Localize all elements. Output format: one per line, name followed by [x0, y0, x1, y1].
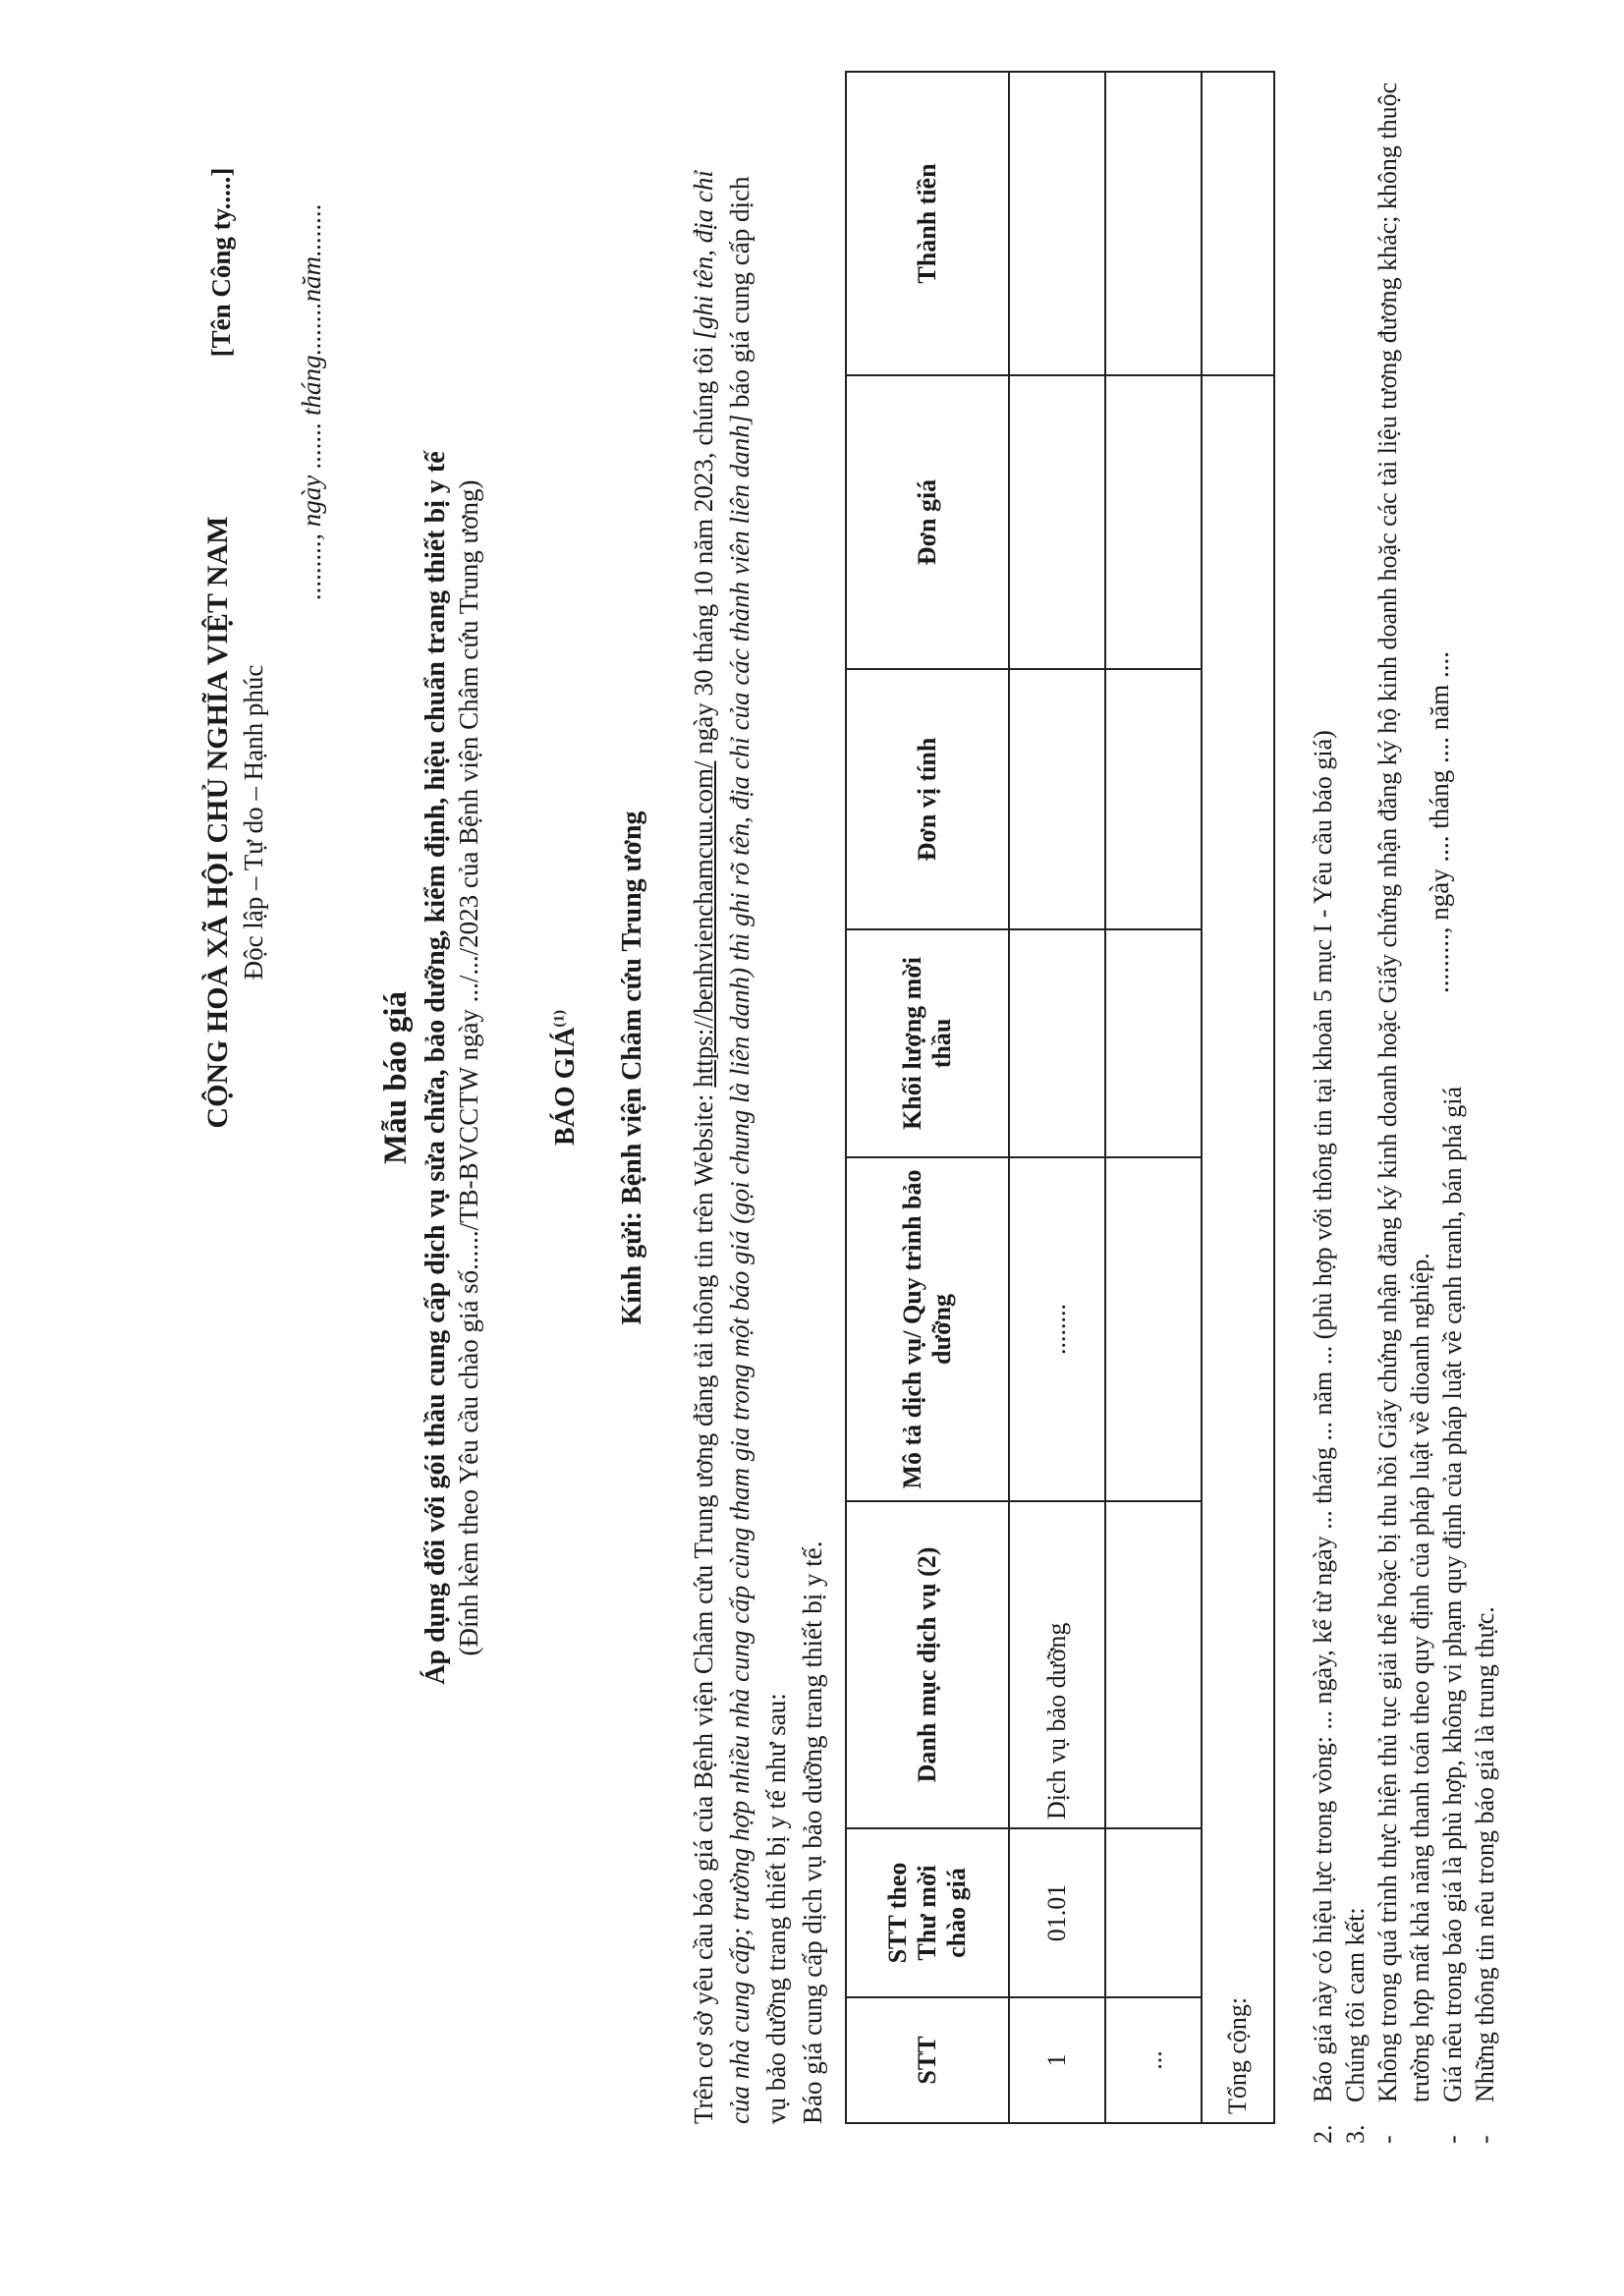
table-row — [1105, 72, 1202, 2123]
quote-table — [845, 71, 1275, 2124]
table-cell: ... — [1105, 1997, 1202, 2123]
col-header-service-list: Danh mục dịch vụ (2) — [846, 1501, 1009, 1828]
national-header — [201, 380, 269, 1264]
table-cell — [1105, 669, 1202, 929]
company-name-placeholder: [Tên Công ty.....] — [206, 167, 236, 358]
table-cell — [1009, 929, 1105, 1157]
table-cell — [1105, 375, 1202, 669]
intro-italic-instruction: [ghi tên, địa chỉ của nhà cung cấp; trường hợp nhiều nhà cung cấp cùng tham gia trong một báo giá (gọi chung là liên danh) thì ghi rõ tên, địa chỉ của các thành viên liên danh] — [689, 170, 755, 2124]
nation-title: CỘNG HOÀ XÃ HỘI CHỦ NGHĨA VIỆT NAM — [201, 516, 234, 1129]
table-cell: Dịch vụ bảo dưỡng — [1009, 1501, 1105, 1828]
apply-line: Áp dụng đối với gói thầu cung cấp dịch vụ sửa chữa, bảo dưỡng, kiểm định, hiệu chuẩn trang thiết bị y tế — [420, 451, 451, 1685]
total-amount-cell — [1202, 72, 1274, 375]
website-link[interactable]: https://benhvienchamcuu.com/ — [689, 760, 718, 1088]
table-header-row — [846, 72, 1009, 2123]
note-text: Những thông tin nêu trong báo giá là trung thực. — [1471, 1606, 1499, 2102]
note-marker: 2. — [1309, 2124, 1337, 2144]
table-cell — [1009, 72, 1105, 375]
apply-block — [420, 233, 484, 1903]
note-text: Báo giá này có hiệu lực trong vòng: ... ngày, kể từ ngày ... tháng ... năm ... (phù hợp với thông tin tại khoản 5 mục I - Yêu cầu báo giá) — [1309, 730, 1337, 2102]
table-cell: 1 — [1009, 1997, 1105, 2123]
col-header-unit-price: Đơn giá — [846, 375, 1009, 669]
table-cell — [1009, 669, 1105, 929]
note-marker: - — [1471, 2135, 1499, 2144]
col-header-stt-invitation: STT theo Thư mời chào giá — [846, 1828, 1009, 1997]
col-header-unit: Đơn vị tính — [846, 669, 1009, 929]
note-marker: - — [1438, 2135, 1467, 2144]
intro-paragraph — [686, 159, 831, 2124]
table-cell — [1009, 375, 1105, 669]
form-title: Mẫu báo giá — [378, 990, 414, 1165]
note-text: Không trong quá trình thực hiện thủ tục giải thể hoặc bị thu hồi Giấy chứng nhận đăng ký kinh doanh hoặc Giấy chứng nhận đăng ký hộ kinh doanh hoặc các tài liệu tương đương khác; không thuộc trường hợp mất khả năng thanh toán theo quy định của pháp luật về dioanh nghiệp. — [1373, 82, 1434, 2102]
intro-text-2: ngày 30 tháng 10 năm 2023, chúng tôi — [689, 339, 718, 761]
note-item — [1307, 81, 1339, 2144]
note-text: Chúng tôi cam kết: — [1341, 1907, 1370, 2102]
table-row — [1009, 72, 1105, 2123]
table-cell: ........ — [1009, 1157, 1105, 1501]
col-header-amount: Thành tiền — [846, 72, 1009, 375]
table-cell — [1105, 72, 1202, 375]
table-cell: 01.01 — [1009, 1828, 1105, 1997]
note-item — [1339, 81, 1372, 2144]
table-cell — [1105, 929, 1202, 1157]
note-marker: - — [1373, 2135, 1402, 2144]
table-cell — [1105, 1501, 1202, 1828]
quote-title-text: BÁO GIÁ — [550, 1027, 581, 1147]
total-label: Tổng cộng: — [1202, 375, 1274, 2123]
intro-text-1: Trên cơ sở yêu cầu báo giá của Bệnh viện Châm cứu Trung ương đăng tải thông tin trên Website: — [689, 1087, 718, 2124]
intro-text-3: báo giá cung cấp dịch vụ bảo dưỡng trang thiết bị y tế như sau: — [725, 176, 791, 2124]
quote-title — [550, 842, 582, 1314]
table-total-row — [1202, 72, 1274, 2123]
table-cell — [1105, 1828, 1202, 1997]
note-text: Giá nêu trong báo giá là phù hợp, không vi phạm quy định của pháp luật về cạnh tranh, bán phá giá — [1438, 1087, 1467, 2102]
col-header-description: Mô tả dịch vụ/ Quy trình bảo dưỡng — [846, 1157, 1009, 1501]
nation-motto: Độc lập – Tự do – Hạnh phúc — [239, 664, 268, 980]
intro-line-1 — [686, 159, 795, 2124]
note-item — [1469, 81, 1501, 2144]
col-header-quantity: Khối lượng mời thầu — [846, 929, 1009, 1157]
intro-line-2: Báo giá cung cấp dịch vụ bảo dưỡng trang thiết bị y tế. — [798, 1540, 827, 2124]
note-marker: 3. — [1341, 2124, 1370, 2144]
header-date-line: ........., ngày ....... tháng........năm........ — [297, 203, 326, 600]
commitment-notes — [1307, 81, 1501, 2144]
quote-title-footnote: (1) — [551, 1009, 568, 1028]
col-header-stt: STT — [846, 1997, 1009, 2123]
attach-line: (Đính kèm theo Yêu cầu chào giá số....../TB-BVCCTW ngày .../.../2023 của Bệnh viện Châm cứu Trung ương) — [454, 479, 483, 1656]
recipient-line: Kính gửi: Bệnh viện Châm cứu Trung ương — [617, 811, 647, 1325]
signature-date-line: ........., ngày .... tháng .... năm .... — [1425, 651, 1454, 993]
table-cell — [1105, 1157, 1202, 1501]
